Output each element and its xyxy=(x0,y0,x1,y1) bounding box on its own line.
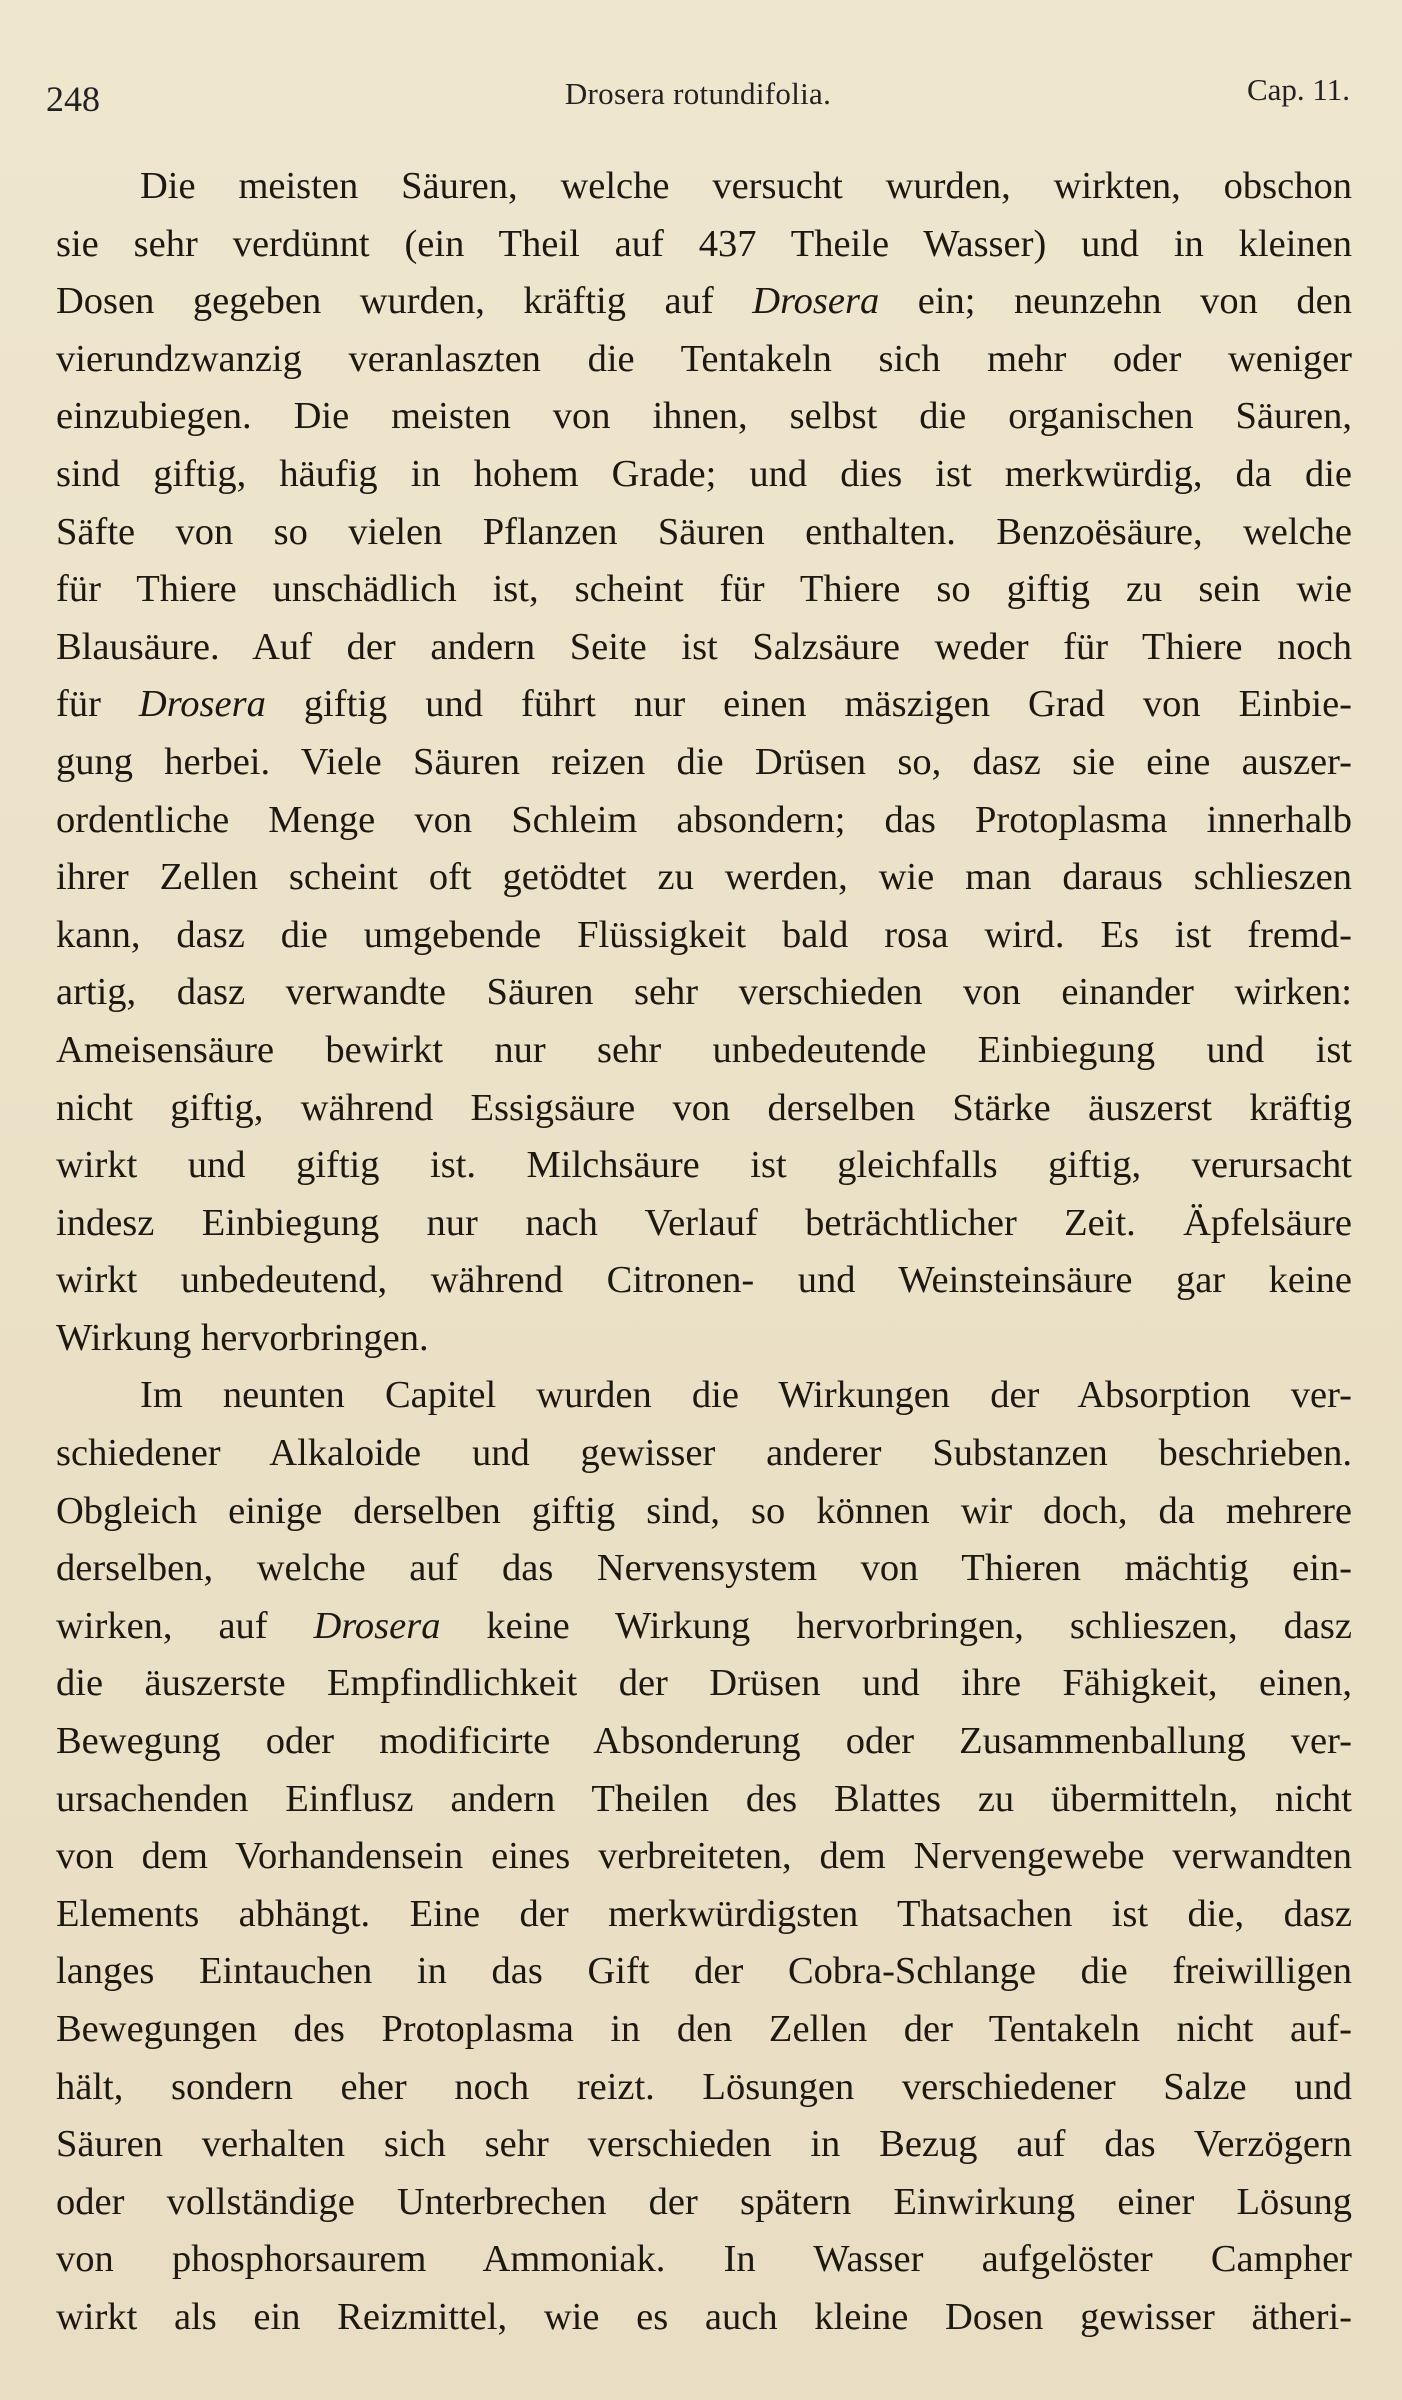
text-line: wirkt und giftig ist. Milchsäure ist gleichfalls giftig, verursacht xyxy=(56,1144,1352,1187)
text-line: artig, dasz verwandte Säuren sehr verschieden von einander wirken: xyxy=(56,971,1352,1014)
text-line: Dosen gegeben wurden, kräftig auf Drosera ein; neunzehn von den xyxy=(56,280,1352,323)
page-header xyxy=(46,72,1350,122)
text-line: Bewegungen des Protoplasma in den Zellen der Tentakeln nicht auf- xyxy=(56,2008,1352,2050)
text-line: nicht giftig, während Essigsäure von derselben Stärke äuszerst kräftig xyxy=(56,1086,1352,1129)
text-line: schiedener Alkaloide und gewisser anderer Substanzen beschrieben. xyxy=(56,1432,1352,1475)
text-line: sie sehr verdünnt (ein Theil auf 437 Theile Wasser) und in kleinen xyxy=(56,222,1352,265)
text-line: wirken, auf Drosera keine Wirkung hervorbringen, schlieszen, dasz xyxy=(56,1604,1352,1647)
text-line: Säuren verhalten sich sehr verschieden in Bezug auf das Verzögern xyxy=(56,2123,1352,2166)
text-line: ihrer Zellen scheint oft getödtet zu werden, wie man daraus schlieszen xyxy=(56,856,1352,899)
text-line: wirkt als ein Reizmittel, wie es auch kleine Dosen gewisser ätheri- xyxy=(56,2295,1352,2338)
text-line: ursachenden Einflusz andern Theilen des Blattes zu übermitteln, nicht xyxy=(56,1777,1352,1820)
body-text xyxy=(56,158,1352,2347)
genus-name: Drosera xyxy=(313,1604,441,1647)
text-line: für Thiere unschädlich ist, scheint für Thiere so giftig zu sein wie xyxy=(56,568,1352,611)
text-line: hält, sondern eher noch reizt. Lösungen verschiedener Salze und xyxy=(56,2065,1352,2108)
text-line: Elements abhängt. Eine der merkwürdigsten Thatsachen ist die, dasz xyxy=(56,1892,1352,1935)
text-line: Im neunten Capitel wurden die Wirkungen der Absorption ver- xyxy=(140,1374,1352,1417)
text-line: Säfte von so vielen Pflanzen Säuren enthalten. Benzoësäure, welche xyxy=(56,510,1352,553)
text-line: Wirkung hervorbringen. xyxy=(56,1316,429,1359)
text-line: Die meisten Säuren, welche versucht wurden, wirkten, obschon xyxy=(140,165,1352,207)
running-title: Drosera rotundifolia. xyxy=(564,76,832,111)
text-line: die äuszerste Empfindlichkeit der Drüsen und ihre Fähigkeit, einen, xyxy=(56,1662,1352,1705)
text-line: gung herbei. Viele Säuren reizen die Drüsen so, dasz sie eine auszer- xyxy=(56,740,1352,783)
text-line: derselben, welche auf das Nervensystem von Thieren mächtig ein- xyxy=(56,1547,1352,1590)
text-line: ordentliche Menge von Schleim absondern; das Protoplasma innerhalb xyxy=(56,798,1352,841)
text-line: Bewegung oder modificirte Absonderung oder Zusammenballung ver- xyxy=(56,1720,1352,1763)
text-line: indesz Einbiegung nur nach Verlauf beträchtlicher Zeit. Äpfelsäure xyxy=(56,1201,1352,1244)
page-number: 248 xyxy=(46,79,100,119)
text-line: einzubiegen. Die meisten von ihnen, selbst die organischen Säuren, xyxy=(56,395,1352,438)
text-line: wirkt unbedeutend, während Citronen- und Weinsteinsäure gar keine xyxy=(56,1259,1352,1302)
genus-name: Drosera xyxy=(138,683,266,726)
text-line: Ameisensäure bewirkt nur sehr unbedeutende Einbiegung und ist xyxy=(56,1028,1352,1071)
text-line: kann, dasz die umgebende Flüssigkeit bald rosa wird. Es ist fremd- xyxy=(56,913,1352,956)
text-line: vierundzwanzig veranlaszten die Tentakeln sich mehr oder weniger xyxy=(56,337,1352,380)
text-line: Obgleich einige derselben giftig sind, so können wir doch, da mehrere xyxy=(56,1489,1352,1532)
text-line: sind giftig, häufig in hohem Grade; und dies ist merkwürdig, da die xyxy=(56,452,1352,495)
text-line: für Drosera giftig und führt nur einen mäszigen Grad von Einbie- xyxy=(56,683,1352,726)
text-line: von phosphorsaurem Ammoniak. In Wasser aufgelöster Campher xyxy=(56,2238,1352,2281)
text-line: Blausäure. Auf der andern Seite ist Salzsäure weder für Thiere noch xyxy=(56,625,1352,668)
text-line: langes Eintauchen in das Gift der Cobra-Schlange die freiwilligen xyxy=(56,1950,1352,1993)
genus-name: Drosera xyxy=(752,280,880,323)
text-line: oder vollständige Unterbrechen der spätern Einwirkung einer Lösung xyxy=(56,2180,1352,2223)
text-line: von dem Vorhandensein eines verbreiteten, dem Nervengewebe verwandten xyxy=(56,1835,1352,1878)
chapter-label: Cap. 11. xyxy=(1246,72,1350,107)
